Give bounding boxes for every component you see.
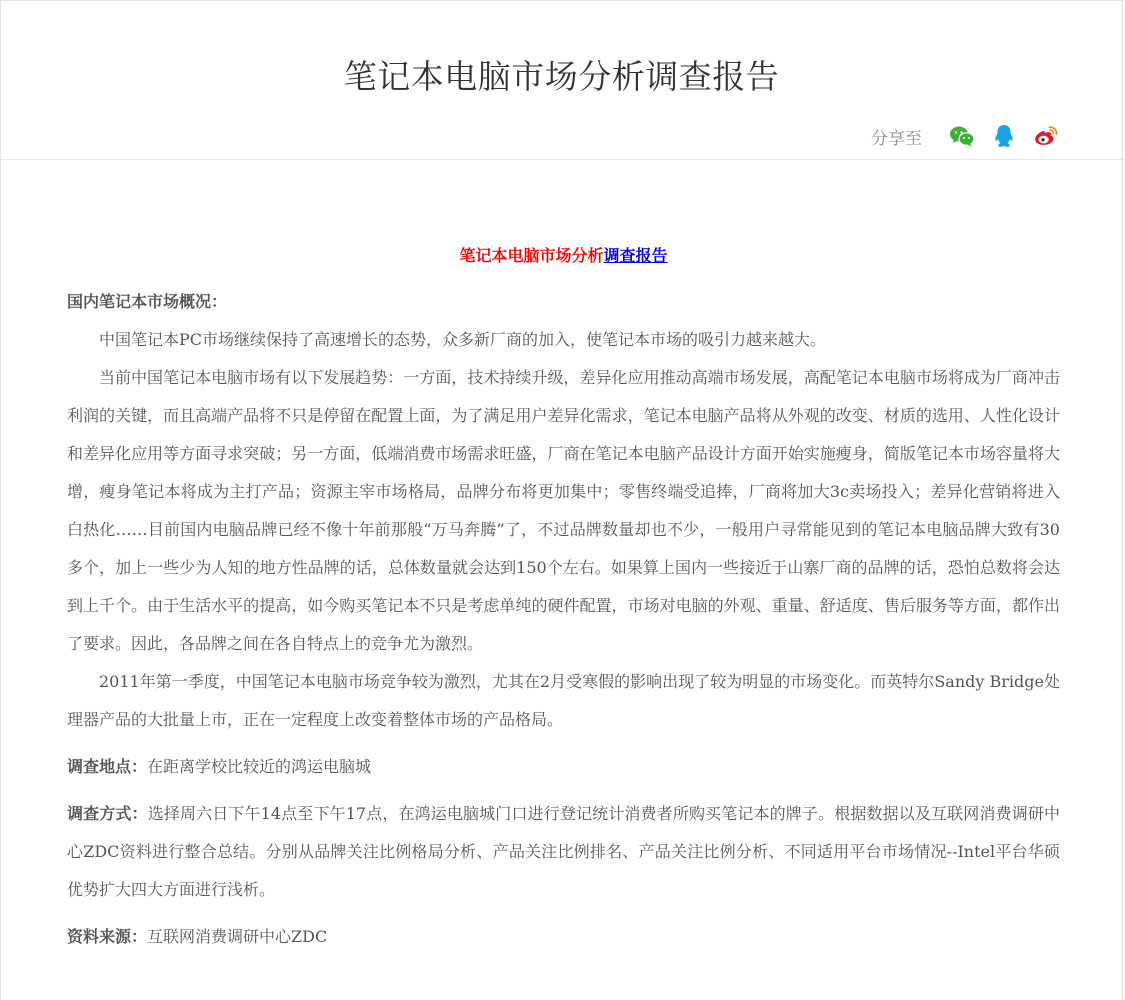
article-title-text: 笔记本电脑市场分析	[459, 246, 604, 265]
document-header	[1, 1, 1122, 160]
data-source-label: 资料来源：	[67, 927, 148, 946]
qq-icon[interactable]	[990, 122, 1018, 150]
article-body	[1, 237, 1122, 956]
share-label: 分享至	[871, 128, 922, 149]
paragraph-2: 当前中国笔记本电脑市场有以下发展趋势：一方面，技术持续升级，差异化应用推动高端市场发展，高配笔记本电脑市场将成为厂商冲击利润的关键，而且高端产品将不只是停留在配置上面，为了满足用户差异化需求，笔记本电脑产品将从外观的改变、材质的选用、人性化设计和差异化应用等方面寻求突破；另一方面，低端消费市场需求旺盛，厂商在笔记本电脑产品设计方面开始实施瘦身，简版笔记本市场容量将大增，瘦身笔记本将成为主打产品；资源主宰市场格局，品牌分布将更加集中；零售终端受追捧，厂商将加大3c卖场投入；差异化营销将进入白热化……目前国内电脑品牌已经不像十年前那般“万马奔腾”了，不过品牌数量却也不少，一般用户寻常能见到的笔记本电脑品牌大致有30多个，加上一些少为人知的地方性品牌的话，总体数量就会达到150个左右。如果算上国内一些接近于山寨厂商的品牌的话，恐怕总数将会达到上千个。由于生活水平的提高，如今购买笔记本不只是考虑单纯的硬件配置，市场对电脑的外观、重量、舒适度、售后服务等方面，都作出了要求。因此，各品牌之间在各自特点上的竞争尤为激烈。	[67, 368, 1060, 653]
survey-method-label: 调查方式：	[67, 804, 148, 823]
section-heading-overview: 国内笔记本市场概况：	[67, 292, 228, 311]
data-source	[67, 918, 1060, 956]
survey-location-text: 在距离学校比较近的鸿运电脑城	[147, 757, 372, 776]
article-title	[67, 237, 1060, 275]
paragraph-3: 2011年第一季度，中国笔记本电脑市场竞争较为激烈，尤其在2月受寒假的影响出现了较为明显的市场变化。而英特尔Sandy Bridge处理器产品的大批量上市，正在一定程度上改变着整体市场的产品格局。	[67, 672, 1060, 729]
paragraph-1: 中国笔记本PC市场继续保持了高速增长的态势，众多新厂商的加入，使笔记本市场的吸引力越来越大。	[99, 330, 827, 349]
article-title-link[interactable]: 调查报告	[603, 246, 668, 265]
survey-method	[67, 795, 1060, 909]
survey-location	[67, 748, 1060, 786]
survey-location-label: 调查地点：	[67, 757, 148, 776]
wechat-icon[interactable]	[948, 122, 976, 150]
data-source-text: 互联网消费调研中心ZDC	[147, 927, 328, 946]
survey-method-text: 选择周六日下午14点至下午17点，在鸿运电脑城门口进行登记统计消费者所购买笔记本的牌子。根据数据以及互联网消费调研中心ZDC资料进行整合总结。分别从品牌关注比例格局分析、产品关注比例排名、产品关注比例分析、不同适用平台市场情况--Intel平台华硕优势扩大四大方面进行浅析。	[67, 804, 1060, 899]
page-title: 笔记本电脑市场分析调查报告	[343, 57, 780, 96]
weibo-icon[interactable]	[1032, 122, 1060, 150]
share-bar	[871, 121, 1060, 151]
